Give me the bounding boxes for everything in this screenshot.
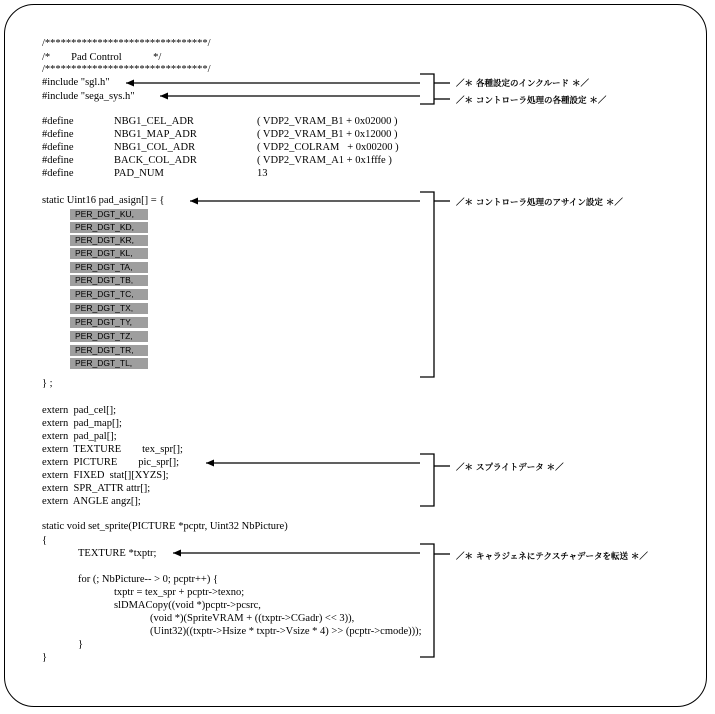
bracket-include	[420, 74, 434, 104]
header-title: /* Pad Control */	[42, 52, 162, 63]
note-controller-assign: ／＊ コントローラ処理のアサイン設定 ＊／	[456, 198, 623, 208]
include-sgl: #include "sgl.h"	[42, 77, 110, 88]
define-keyword: #define	[42, 168, 74, 179]
loop-statement: (Uint32)((txptr->Hsize * txptr->Vsize * 4) >> (pcptr->cmode)));	[150, 626, 422, 637]
loop-statement: slDMACopy((void *)pcptr->pcsrc,	[114, 600, 261, 611]
extern-line: extern PICTURE pic_spr[];	[42, 457, 180, 468]
arrow-head-icon	[190, 198, 198, 205]
extern-line: extern pad_pal[];	[42, 431, 117, 442]
bracket-texture	[420, 544, 434, 657]
pad-asign-item: PER_DGT_KR,	[70, 235, 148, 246]
function-signature: static void set_sprite(PICTURE *pcptr, Uint32 NbPicture)	[42, 521, 288, 532]
include-sega-sys: #include "sega_sys.h"	[42, 91, 135, 102]
pad-asign-item: PER_DGT_TL,	[70, 358, 148, 369]
arrow-head-icon	[173, 550, 181, 557]
define-keyword: #define	[42, 155, 74, 166]
pad-asign-close: } ;	[42, 378, 53, 389]
loop-statement: (void *)(SpriteVRAM + ((txptr->CGadr) << 3)),	[150, 613, 355, 624]
function-close-brace: }	[42, 652, 48, 663]
arrow-head-icon	[160, 93, 168, 100]
for-loop: for (; NbPicture-- > 0; pcptr++) {	[78, 574, 219, 585]
pad-asign-item: PER_DGT_TB,	[70, 275, 148, 286]
arrow-head-icon	[126, 80, 134, 87]
define-value: ( VDP2_VRAM_B1 + 0x12000 )	[257, 129, 398, 140]
loop-statement: txptr = tex_spr + pcptr->texno;	[114, 587, 245, 598]
define-value: ( VDP2_VRAM_B1 + 0x02000 )	[257, 116, 398, 127]
bracket-sprite	[420, 454, 434, 506]
local-declaration: TEXTURE *txptr;	[78, 548, 157, 559]
extern-line: extern pad_cel[];	[42, 405, 117, 416]
define-keyword: #define	[42, 129, 74, 140]
pad-asign-declaration: static Uint16 pad_asign[] = {	[42, 195, 165, 206]
extern-line: extern FIXED stat[][XYZS];	[42, 470, 169, 481]
define-value: ( VDP2_COLRAM + 0x00200 )	[257, 142, 399, 153]
note-controller-settings: ／＊ コントローラ処理の各種設定 ＊／	[456, 96, 607, 106]
extern-line: extern ANGLE angz[];	[42, 496, 141, 507]
note-sprite-data: ／＊ スプライトデータ ＊／	[456, 463, 564, 473]
function-open-brace: {	[42, 535, 48, 546]
define-name: PAD_NUM	[114, 168, 164, 179]
define-name: NBG1_CEL_ADR	[114, 116, 194, 127]
define-keyword: #define	[42, 142, 74, 153]
for-close-brace: }	[78, 639, 84, 650]
define-value: ( VDP2_VRAM_A1 + 0x1fffe )	[257, 155, 392, 166]
pad-asign-item: PER_DGT_TZ,	[70, 331, 148, 342]
define-name: BACK_COL_ADR	[114, 155, 197, 166]
pad-asign-item: PER_DGT_KD,	[70, 222, 148, 233]
define-name: NBG1_MAP_ADR	[114, 129, 197, 140]
extern-line: extern TEXTURE tex_spr[];	[42, 444, 183, 455]
note-include: ／＊ 各種設定のインクルード ＊／	[456, 79, 589, 89]
pad-asign-item: PER_DGT_TC,	[70, 289, 148, 300]
define-keyword: #define	[42, 116, 74, 127]
arrow-head-icon	[206, 460, 214, 467]
header-border-top: /*******************************/	[42, 38, 211, 49]
pad-asign-item: PER_DGT_TA,	[70, 262, 148, 273]
pad-asign-item: PER_DGT_TR,	[70, 345, 148, 356]
pad-asign-item: PER_DGT_KL,	[70, 248, 148, 259]
pad-asign-item: PER_DGT_KU,	[70, 209, 148, 220]
header-border-bottom: /*******************************/	[42, 64, 211, 75]
extern-line: extern SPR_ATTR attr[];	[42, 483, 151, 494]
bracket-pad-asign	[420, 192, 434, 377]
pad-asign-item: PER_DGT_TY,	[70, 317, 148, 328]
define-name: NBG1_COL_ADR	[114, 142, 196, 153]
pad-asign-item: PER_DGT_TX,	[70, 303, 148, 314]
extern-line: extern pad_map[];	[42, 418, 122, 429]
define-value: 13	[257, 168, 268, 179]
note-texture-transfer: ／＊ キャラジェネにテクスチャデータを転送 ＊／	[456, 552, 648, 562]
